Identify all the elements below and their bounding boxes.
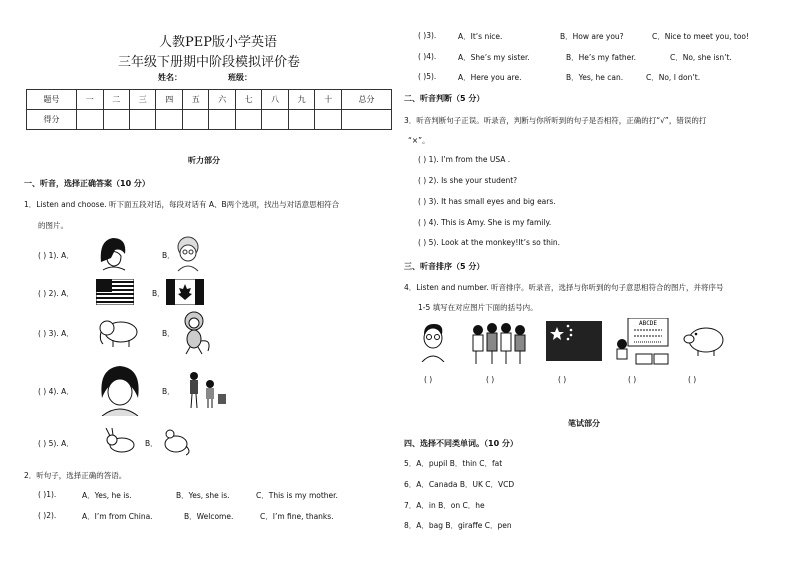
word-question-8: 8．A．bag B．giraffe C．pen xyxy=(404,521,512,530)
q2-item-5-option-b: B．Yes, he can. xyxy=(566,73,624,82)
section1-title: 一、听音，选择正确答案（10 分） xyxy=(24,179,150,188)
item-1-label: ( ) 1). A． xyxy=(38,251,74,260)
table-cell: 六 xyxy=(209,90,235,110)
q2-item-3-option-b: B．How are you? xyxy=(560,32,624,41)
table-cell: 三 xyxy=(130,90,156,110)
score-input-cell[interactable] xyxy=(156,110,182,130)
score-input-cell[interactable] xyxy=(103,110,129,130)
table-cell: 题号 xyxy=(27,90,77,110)
woman-face-icon xyxy=(95,232,131,272)
table-cell: 九 xyxy=(288,90,314,110)
q2-item-4-option-c: C．No, she isn’t. xyxy=(670,53,732,62)
word-question-7: 7．A．in B．on C．he xyxy=(404,501,485,510)
q2-item-4-option-b: B．He’s my father. xyxy=(566,53,637,62)
item-5-label: ( ) 5). A． xyxy=(38,439,74,448)
q2-item-1-num: ( )1). xyxy=(38,490,57,499)
item-3-label: ( ) 3). A． xyxy=(38,329,74,338)
mouse-icon xyxy=(156,426,192,456)
question3-instruction: 3．听音判断句子正误。听录音，判断与你所听到的句子是否相符，正确的打“√”，错误的打 xyxy=(404,116,707,125)
group-of-children-icon xyxy=(468,320,528,366)
item-3-b-label: B． xyxy=(162,329,175,338)
q2-item-2-option-c: C．I’m fine, thanks. xyxy=(260,512,334,521)
question2-instruction: 2．听句子，选择正确的答语。 xyxy=(24,471,127,480)
q2-item-3-num: ( )3). xyxy=(418,31,437,40)
score-table xyxy=(26,89,392,130)
q3-item-2: ( ) 2). Is she your student? xyxy=(418,176,518,185)
family-walking-icon xyxy=(180,368,228,410)
table-cell: 二 xyxy=(103,90,129,110)
score-input-cell[interactable] xyxy=(315,110,341,130)
table-cell: 七 xyxy=(235,90,261,110)
score-input-cell[interactable] xyxy=(341,110,391,130)
table-cell: 八 xyxy=(262,90,288,110)
answer-bracket[interactable]: ( ) xyxy=(486,375,495,384)
girl-face-icon xyxy=(98,364,142,416)
usa-flag-icon xyxy=(96,279,134,305)
score-input-cell[interactable] xyxy=(235,110,261,130)
answer-bracket[interactable]: ( ) xyxy=(628,375,637,384)
section4-title: 四、选择不同类单词。（10 分） xyxy=(404,439,518,448)
table-cell: 五 xyxy=(182,90,208,110)
score-input-cell[interactable] xyxy=(288,110,314,130)
word-question-6: 6．A．Canada B．UK C．VCD xyxy=(404,480,515,489)
q2-item-1-option-a: A．Yes, he is. xyxy=(82,491,132,500)
class-label: 班级： xyxy=(228,73,252,82)
score-input-cell[interactable] xyxy=(262,110,288,130)
monkey-icon xyxy=(174,309,214,355)
table-cell: 总分 xyxy=(341,90,391,110)
q2-item-2-option-a: A．I’m from China. xyxy=(82,512,153,521)
svg-text:ABCDE: ABCDE xyxy=(638,320,658,327)
q2-item-2-option-b: B．Welcome. xyxy=(184,512,234,521)
writing-part-heading: 笔试部分 xyxy=(568,419,600,428)
item-4-label: ( ) 4). A． xyxy=(38,387,74,396)
q3-item-5: ( ) 5). Look at the monkey!It’s so thin. xyxy=(418,238,561,247)
q2-item-3-option-c: C．Nice to meet you, too! xyxy=(652,32,749,41)
q2-item-4-option-a: A．She’s my sister. xyxy=(458,53,530,62)
exam-title: 人教PEP版小学英语 xyxy=(159,35,277,50)
item-4-b-label: B． xyxy=(162,387,175,396)
item-5-b-label: B． xyxy=(145,439,158,448)
item-2-b-label: B． xyxy=(152,289,165,298)
table-cell: 十 xyxy=(315,90,341,110)
grandma-icon xyxy=(172,233,204,273)
elephant-icon xyxy=(97,318,143,348)
score-input-cell[interactable] xyxy=(209,110,235,130)
score-table-header-row xyxy=(27,90,392,110)
item-1-b-label: B． xyxy=(162,251,175,260)
word-question-5: 5．A．pupil B．thin C．fat xyxy=(404,459,503,468)
pig-icon xyxy=(682,322,726,358)
item-2-label: ( ) 2). A． xyxy=(38,289,74,298)
answer-bracket[interactable]: ( ) xyxy=(558,375,567,384)
table-cell: 四 xyxy=(156,90,182,110)
listening-part-heading: 听力部分 xyxy=(188,156,220,165)
q2-item-5-option-a: A．Here you are. xyxy=(458,73,522,82)
q2-item-2-num: ( )2). xyxy=(38,511,57,520)
table-cell: 一 xyxy=(77,90,103,110)
question1-instruction: 1．Listen and choose. 听下面五段对话，每段对话有 A、B两个选项，找出与对话意思相符合 xyxy=(24,200,340,209)
score-table-score-row xyxy=(27,110,392,130)
q2-item-3-option-a: A．It’s nice. xyxy=(458,32,503,41)
canada-flag-icon xyxy=(166,279,204,305)
q2-item-5-option-c: C．No, I don’t. xyxy=(646,73,701,82)
q2-item-1-option-c: C．This is my mother. xyxy=(256,491,338,500)
china-flag-icon xyxy=(546,321,602,361)
score-input-cell[interactable] xyxy=(182,110,208,130)
q3-item-3: ( ) 3). It has small eyes and big ears. xyxy=(418,197,556,206)
section2-title: 二、听音判断（5 分） xyxy=(404,94,485,103)
q2-item-4-num: ( )4). xyxy=(418,52,437,61)
section3-title: 三、听音排序（5 分） xyxy=(404,262,485,271)
answer-bracket[interactable]: ( ) xyxy=(424,375,433,384)
eye-chart-icon xyxy=(614,318,670,366)
q2-item-5-num: ( )5). xyxy=(418,72,437,81)
score-input-cell[interactable] xyxy=(77,110,103,130)
name-label: 姓名： xyxy=(158,73,182,82)
question1-instruction-cont: 的图片。 xyxy=(38,221,68,230)
table-cell: 得分 xyxy=(27,110,77,130)
q2-item-1-option-b: B．Yes, she is. xyxy=(176,491,230,500)
rabbit-icon xyxy=(102,428,138,454)
q3-item-4: ( ) 4). This is Amy. She is my family. xyxy=(418,218,552,227)
question4-instruction-cont: 1-5 填写在对应图片下面的括号内。 xyxy=(418,303,538,312)
exam-subtitle: 三年级下册期中阶段模拟评价卷 xyxy=(118,55,301,70)
q3-item-1: ( ) 1). I’m from the USA . xyxy=(418,155,511,164)
answer-bracket[interactable]: ( ) xyxy=(688,375,697,384)
question3-instruction-cont: “×”。 xyxy=(408,136,430,145)
boy-glasses-icon xyxy=(418,322,448,362)
score-input-cell[interactable] xyxy=(130,110,156,130)
question4-instruction: 4．Listen and number. 听音排序。听录音，选择与你听到的句子意思相符合的图片，并将序号 xyxy=(404,283,724,292)
